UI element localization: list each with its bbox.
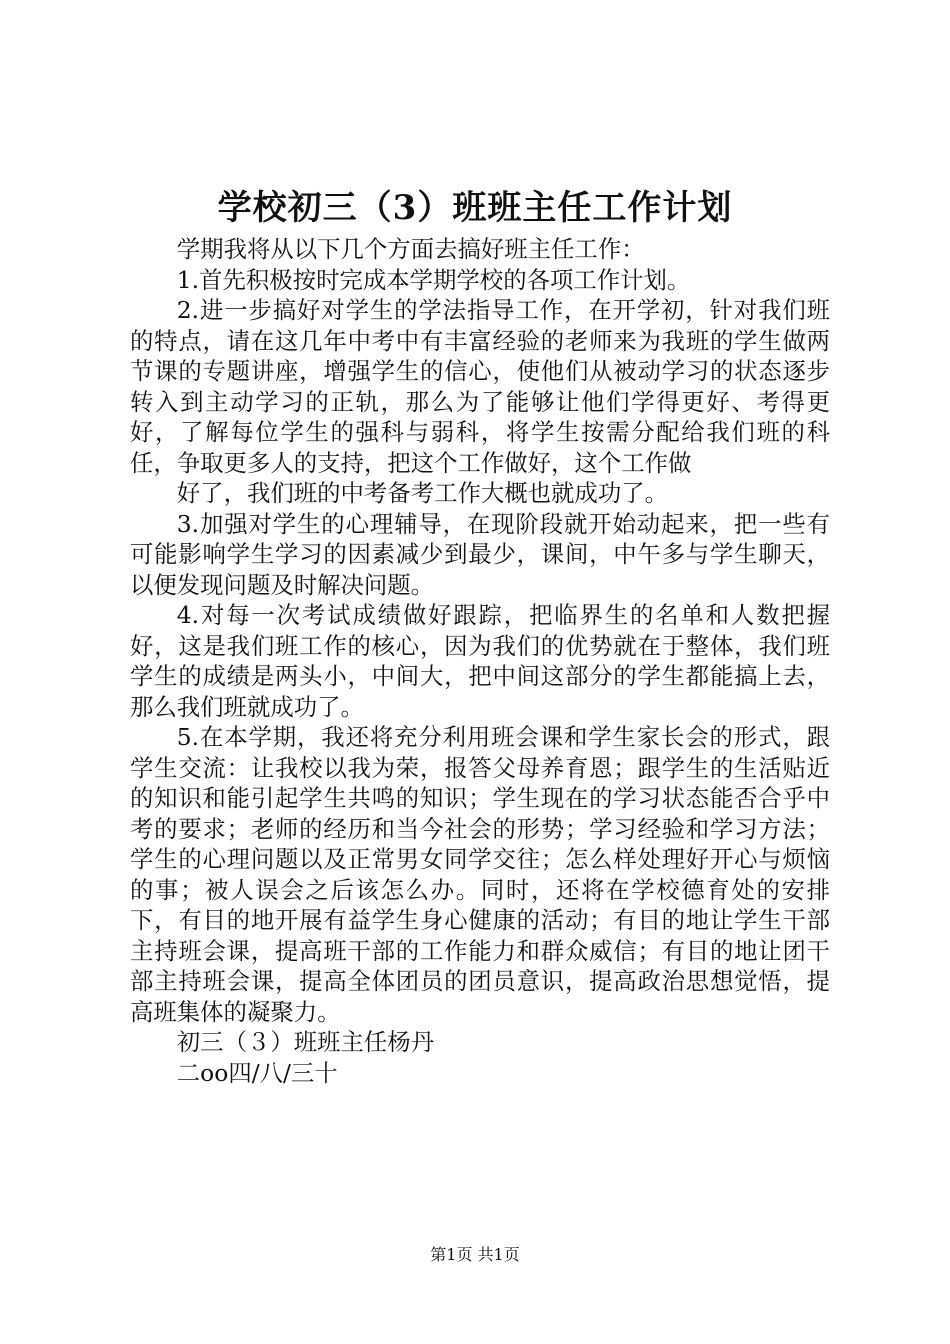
plan-item-3: 3.加强对学生的心理辅导，在现阶段就开始动起来，把一些有可能影响学生学习的因素减少到最少，课间，中午多与学生聊天，以便发现问题及时解决问题。	[130, 509, 830, 599]
document-body	[130, 234, 830, 1088]
date-line: 二oo四/八/三十	[176, 1058, 338, 1087]
plan-item-2-continued: 好了，我们班的中考备考工作大概也就成功了。	[176, 479, 668, 507]
plan-item-4: 4.对每一次考试成绩做好跟踪，把临界生的名单和人数把握好，这是我们班工作的核心，因为我们的优势就在于整体，我们班学生的成绩是两头小，中间大，把中间这部分的学生都能搞上去，那么我们班就成功了。	[130, 601, 830, 721]
document-title: 学校初三（3）班班主任工作计划	[217, 188, 733, 228]
plan-item-1: 1.首先积极按时完成本学期学校的各项工作计划。	[176, 265, 691, 294]
plan-item-2: 2.进一步搞好对学生的学法指导工作，在开学初，针对我们班的特点，请在这几年中考中有丰富经验的老师来为我班的学生做两节课的专题讲座，增强学生的信心，使他们从被动学习的状态逐步转入到主动学习的正轨，那么为了能够让他们学得更好、考得更好，了解每位学生的强科与弱科，将学生按需分配给我们班的科任，争取更多人的支持，把这个工作做好，这个工作做	[130, 296, 830, 477]
page-number-footer: 第1页 共1页	[430, 1245, 520, 1264]
signature-line: 初三（３）班班主任杨丹	[176, 1028, 435, 1056]
intro-paragraph: 学期我将从以下几个方面去搞好班主任工作：	[176, 235, 645, 263]
plan-item-5: 5.在本学期，我还将充分利用班会课和学生家长会的形式，跟学生交流：让我校以我为荣，报答父母养育恩；跟学生的生活贴近的知识和能引起学生共鸣的知识；学生现在的学习状态能否合乎中考的要求；老师的经历和当今社会的形势；学习经验和学习方法；学生的心理问题以及正常男女同学交往；怎么样处理好开心与烦恼的事；被人误会之后该怎么办。同时，还将在学校德育处的安排下，有目的地开展有益学生身心健康的活动；有目的地让学生干部主持班会课，提高班干部的工作能力和群众威信；有目的地让团干部主持班会课，提高全体团员的团员意识，提高政治思想觉悟，提高班集体的凝聚力。	[130, 723, 830, 1026]
